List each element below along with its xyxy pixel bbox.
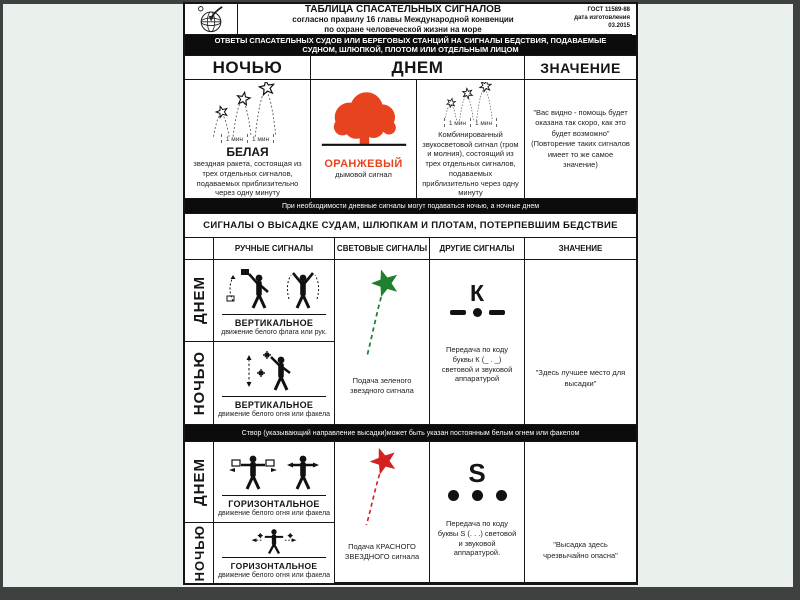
globe-arrow-icon	[189, 5, 233, 33]
signal-desc-sound: Комбинированный звукосветовой сигнал (гром и молния), состоящий из трех отдельных сигналов, подаваемых приблизительно через одну минуту	[422, 129, 519, 198]
hand-day-v-desc: движение белого флага или рук.	[221, 328, 327, 336]
hand-night-h-desc: движение белого огня или факела	[217, 571, 331, 579]
morse-dot	[496, 490, 507, 501]
cell-morse-s	[430, 442, 525, 583]
ground-line	[222, 396, 325, 397]
banner-leading-line-text: Створ (указывающий направление высадки)может быть указан постоянным белым огнем или факелом	[241, 429, 580, 437]
hand-night-v-title: ВЕРТИКАЛЬНОЕ	[234, 399, 314, 410]
signal-desc-white: звездная ракета, состоящая из трех отдельных сигналов, подаваемых приблизительно через одну минуту	[193, 159, 302, 198]
figure-arms-up	[287, 273, 318, 308]
morse-k-desc: Передача по коду буквы К (_ . _) световой и звуковой аппаратурой	[441, 345, 513, 384]
interval-label: 1 мин	[225, 136, 243, 143]
cell-meaning-1	[525, 80, 636, 199]
interval-tick	[496, 118, 497, 127]
page-subtitle-1: согласно правилу 16 главы Международной конвенции	[292, 15, 514, 25]
meaning-1-text: "Вас видно - помощь будет оказана так скоро, как это будет возможно" (Повторение таких сигналов имеет то же самое значение)	[531, 107, 630, 169]
page-title: ТАБЛИЦА СПАСАТЕЛЬНЫХ СИГНАЛОВ	[304, 3, 502, 15]
green-star-desc: Подача зеленого звездного сигнала	[350, 376, 414, 395]
figure-lights-horizontal-icon	[224, 526, 324, 556]
col-header-night	[185, 56, 311, 80]
col-header-light-signals	[335, 238, 430, 260]
row-label-night-horizontal	[185, 523, 214, 583]
signal-desc-orange: дымовой сигнал	[335, 170, 392, 179]
interval-label: 1 мин	[448, 119, 466, 127]
morse-letter-s: S	[468, 458, 486, 488]
morse-dot	[472, 490, 483, 501]
col-header-hand-signals	[214, 238, 335, 260]
page-subtitle-2: по охране человеческой жизни на море	[324, 24, 482, 34]
cell-night-rocket	[185, 80, 311, 199]
figure-flags	[229, 456, 277, 489]
banner-note	[185, 199, 636, 214]
cell-hand-day-horizontal	[214, 442, 335, 523]
figure-flag-wave-vertical-icon	[219, 269, 329, 313]
morse-dot	[473, 308, 482, 317]
col-header-hand-label: РУЧНЫЕ СИГНАЛЫ	[234, 244, 314, 253]
banner-leading-line	[185, 425, 636, 442]
morse-dash	[489, 310, 505, 315]
row-label-night-text: НОЧЬЮ	[190, 350, 208, 416]
cell-green-star	[335, 260, 430, 425]
row-label-day-vertical	[185, 260, 214, 342]
row-label-day-horizontal	[185, 442, 214, 523]
interval-tick	[273, 134, 274, 143]
cell-sound-signal	[417, 80, 525, 199]
figure-flags-horizontal-icon	[219, 450, 329, 494]
morse-dash	[450, 310, 466, 315]
morse-dot	[448, 490, 459, 501]
gost-block	[568, 4, 632, 35]
title-block	[238, 4, 568, 35]
row-label-day-text: ДНЕМ	[190, 276, 208, 325]
figure-with-flag	[241, 269, 268, 308]
col-header-empty	[185, 238, 214, 260]
hand-day-h-title: ГОРИЗОНТАЛЬНОЕ	[228, 498, 320, 509]
hand-night-v-desc: движение белого огня или факела	[217, 410, 331, 418]
figure-light-wave-vertical-icon	[219, 351, 329, 395]
manufacture-date: дата изготовления 03.2015	[574, 15, 630, 29]
morse-letter-k: К	[469, 280, 485, 306]
col-header-other-label: ДРУГИЕ СИГНАЛЫ	[439, 244, 515, 253]
cell-red-star	[335, 442, 430, 583]
cell-meaning-2	[525, 260, 636, 425]
col-header-other-signals	[430, 238, 525, 260]
meaning-3-text: "Высадка здесь чрезвычайно опасна"	[543, 540, 618, 560]
banner-landing-text: СИГНАЛЫ О ВЫСАДКЕ СУДАМ, ШЛЮПКАМ И ПЛОТАМ, ПОТЕРПЕВШИМ БЕДСТВИЕ	[203, 220, 618, 231]
col-header-light-label: СВЕТОВЫЕ СИГНАЛЫ	[336, 244, 428, 253]
hand-day-h-desc: движение белого огня или факела	[217, 509, 331, 517]
morse-s-icon	[448, 490, 507, 501]
hand-night-h-title: ГОРИЗОНТАЛЬНОЕ	[230, 560, 318, 571]
hand-day-v-title: ВЕРТИКАЛЬНОЕ	[234, 317, 314, 328]
col-header-meaning-label: ЗНАЧЕНИЕ	[540, 59, 621, 76]
col-header-meaning	[525, 56, 636, 80]
col-header-day-label: ДНЕМ	[391, 57, 444, 77]
ground-line	[222, 557, 325, 558]
cell-hand-night-vertical	[214, 342, 335, 425]
morse-s-desc: Передача по коду буквы S (. . .) световой и звуковой аппаратурой.	[437, 519, 517, 558]
banner-answers-text: ОТВЕТЫ СПАСАТЕЛЬНЫХ СУДОВ ИЛИ БЕРЕГОВЫХ СТАНЦИЙ НА СИГНАЛЫ БЕДСТВИЯ, ПОДАВАЕМЫЕ СУДНОМ, ШЛЮПКОЙ, ПЛОТОМ ИЛИ ОТДЕЛЬНЫМ ЛИЦОМ	[214, 35, 607, 54]
interval-tick	[444, 118, 445, 127]
signal-name-white: БЕЛАЯ	[226, 145, 269, 159]
red-star-desc: Подача КРАСНОГО ЗВЕЗДНОГО сигнала	[344, 542, 420, 561]
col-header-meaning-2-label: ЗНАЧЕНИЕ	[558, 244, 603, 253]
banner-note-text: При необходимости дневные сигналы могут подаваться ночью, а ночные днем	[281, 202, 540, 210]
rescue-signals-table	[183, 2, 638, 585]
red-falling-star-icon	[357, 448, 407, 530]
cell-meaning-3	[525, 442, 636, 583]
signal-name-orange: ОРАНЖЕВЫЙ	[324, 158, 403, 170]
interval-label: 1 мин	[475, 119, 493, 127]
intervals-day	[444, 118, 497, 127]
interval-tick	[470, 118, 471, 127]
banner-landing	[185, 214, 636, 238]
cell-hand-day-vertical	[214, 260, 335, 342]
meaning-2-text: "Здесь лучшее место для высадки"	[535, 368, 626, 388]
gost-number: ГОСТ 11589-88	[587, 7, 630, 14]
col-header-day	[311, 56, 525, 80]
figure-arms-horizontal	[287, 456, 319, 489]
col-header-night-label: НОЧЬЮ	[212, 57, 283, 77]
banner-answers	[185, 35, 636, 56]
interval-label: 1 мин	[252, 136, 270, 143]
green-falling-star-icon	[356, 268, 408, 360]
row-label-night-vertical	[185, 342, 214, 425]
ground-line	[222, 314, 325, 315]
cell-orange-smoke	[311, 80, 417, 199]
cell-hand-night-horizontal	[214, 523, 335, 583]
row-label-night-h-text: НОЧЬЮ	[191, 524, 207, 582]
white-star-rocket-icon	[192, 82, 304, 138]
cell-morse-k	[430, 260, 525, 425]
orange-smoke-icon	[316, 88, 412, 150]
intervals-night	[221, 134, 274, 143]
morse-k-icon	[450, 308, 505, 317]
sound-flash-rocket-icon	[419, 82, 523, 122]
interval-tick	[247, 134, 248, 143]
col-header-meaning-2	[525, 238, 636, 260]
row-label-day-h-text: ДНЕМ	[190, 457, 208, 507]
ground-line	[222, 495, 325, 496]
logo-box	[185, 4, 238, 35]
interval-tick	[221, 134, 222, 143]
